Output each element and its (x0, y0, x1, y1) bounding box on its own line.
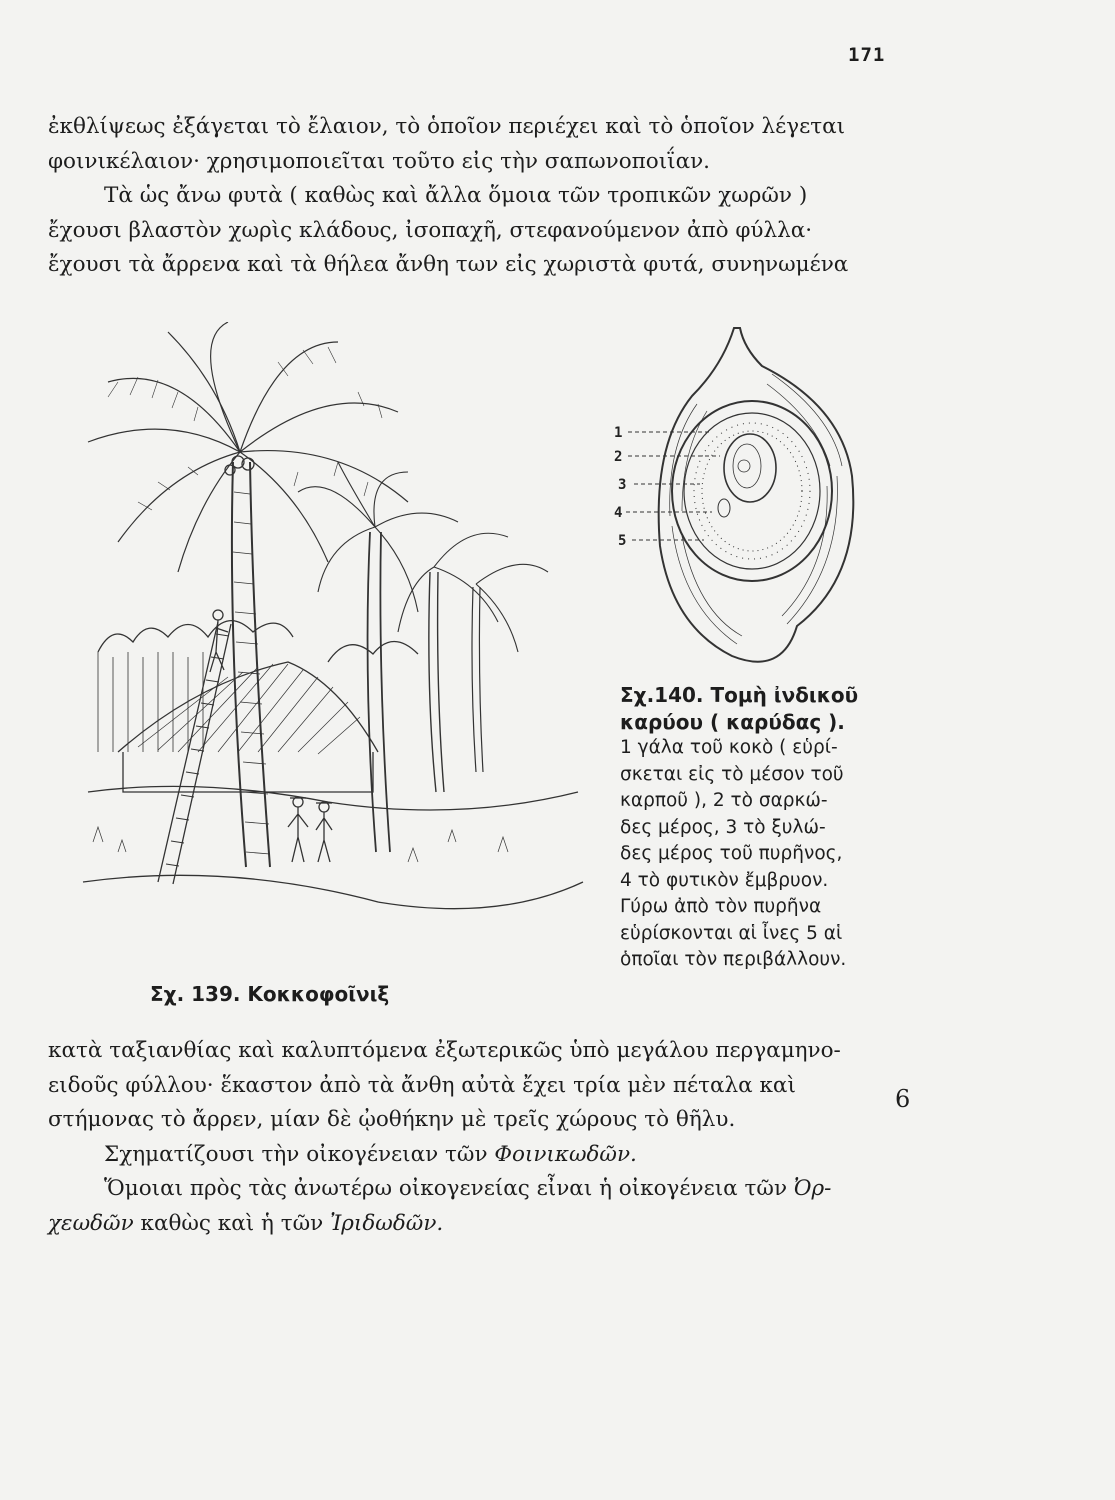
text-line-11 (48, 1209, 443, 1239)
text-line-4: ἔχουσι βλαστὸν χωρὶς κλάδους, ἰσοπαχῆ, στεφανούμενον ἀπὸ φύλλα· (48, 218, 813, 243)
coconut-section-diagram (612, 326, 872, 681)
figure-140-line: δες μέρος τοῦ πυρῆνος, (620, 843, 843, 864)
text-line-6: κατὰ ταξιανθίας καὶ καλυπτόμενα ἐξωτερικῶς ὑπὸ μεγάλου περγαμηνο- (48, 1038, 841, 1063)
text-line-10 (104, 1174, 831, 1204)
label-3: 3 (618, 477, 627, 493)
label-2: 2 (614, 449, 623, 465)
margin-mark: 6 (895, 1085, 911, 1113)
figure-140-title: Σχ.140. Τομὴ ἰνδικοῦ (620, 683, 859, 707)
family-name-iridaceae: Ἰριδωδῶν. (330, 1211, 444, 1236)
text-line-9 (104, 1140, 637, 1170)
family-name-orchid-end: χεωδῶν (48, 1211, 134, 1236)
page-number: 171 (848, 44, 886, 66)
figure-140-title-2: καρύου ( καρύδας ). (620, 709, 845, 734)
figure-140-line: σκεται εἰς τὸ μέσον τοῦ (620, 763, 844, 785)
family-name-orchid-start: Ὀρ- (793, 1176, 832, 1201)
figure-139-caption: Σχ. 139. Κοκκοφοῖνιξ (150, 982, 390, 1006)
family-name-phoenicaceae: Φοινικωδῶν. (494, 1142, 637, 1167)
figure-140-line: εὑρίσκονται αἱ ἶνες 5 αἱ (620, 922, 843, 944)
text-line-2: φοινικέλαιον· χρησιμοποιεῖται τοῦτο εἰς τὴν σαπωνοποιΐαν. (48, 149, 711, 174)
coconut-palm-illustration (78, 322, 588, 972)
figure-140-line: δες μέρος, 3 τὸ ξυλώ- (620, 816, 826, 838)
text-line-8: στήμονας τὸ ἄρρεν, μίαν δὲ ᾠοθήκην μὲ τρεῖς χώρους τὸ θῆλυ. (48, 1107, 736, 1132)
text-line-7: ειδοῦς φύλλου· ἕκαστον ἀπὸ τὰ ἄνθη αὐτὰ ἔχει τρία μὲν πέταλα καὶ (48, 1073, 796, 1098)
text-line-1: ἐκθλίψεως ἐξάγεται τὸ ἔλαιον, τὸ ὁποῖον περιέχει καὶ τὸ ὁποῖον λέγεται (48, 114, 846, 139)
text-line-5: ἔχουσι τὰ ἄρρενα καὶ τὰ θήλεα ἄνθη των εἰς χωριστὰ φυτά, συνηνωμένα (48, 252, 849, 277)
figure-140-caption (620, 682, 890, 974)
figure-140-line: ὁποῖαι τὸν περιβάλλουν. (620, 949, 847, 970)
label-4: 4 (614, 505, 623, 521)
text-segment: Ὅμοιαι πρὸς τὰς ἀνωτέρω οἰκογενείας εἶναι ἡ οἰκογένεια τῶν (104, 1176, 788, 1201)
label-5: 5 (618, 533, 627, 549)
figure-140-line: καρποῦ ), 2 τὸ σαρκώ- (620, 790, 828, 811)
label-1: 1 (614, 425, 623, 441)
figure-140-line: Γύρω ἀπὸ τὸν πυρῆνα (620, 896, 822, 917)
figure-140-line: 4 τὸ φυτικὸν ἔμβρυον. (620, 869, 829, 891)
figure-140-line: 1 γάλα τοῦ κοκὸ ( εὑρί- (620, 737, 838, 758)
text-segment: Σχηματίζουσι τὴν οἰκογένειαν τῶν (104, 1142, 488, 1167)
text-segment: καθὼς καὶ ἡ τῶν (140, 1211, 324, 1236)
text-line-3: Τὰ ὡς ἄνω φυτὰ ( καθὼς καὶ ἄλλα ὅμοια τῶν τροπικῶν χωρῶν ) (104, 183, 808, 208)
